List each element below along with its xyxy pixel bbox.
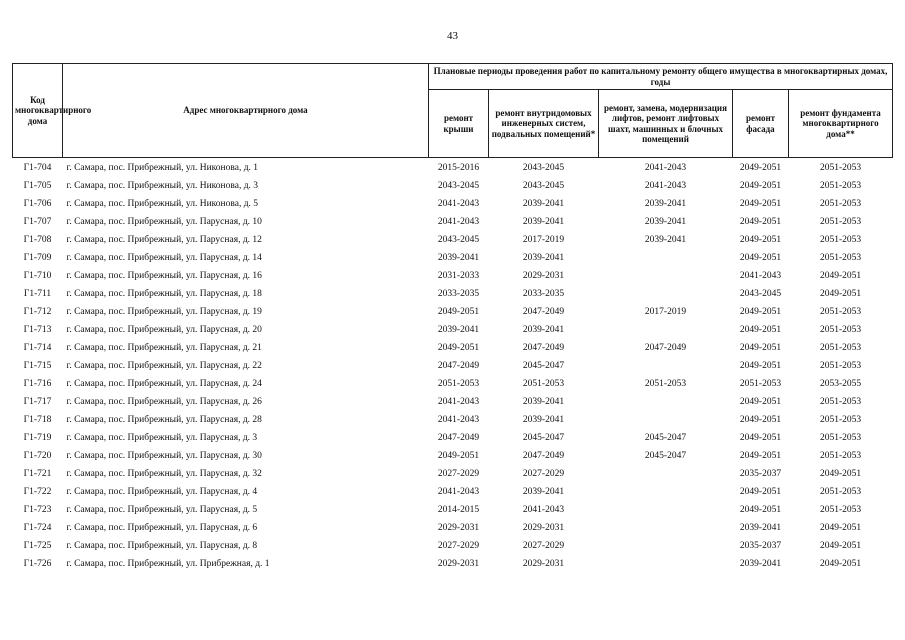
cell-facade: 2049-2051 <box>739 324 782 335</box>
cell-code: Г1-718 <box>23 414 52 425</box>
cell-elevators <box>599 519 733 537</box>
cell-roof: 2047-2049 <box>437 432 480 443</box>
cell-address: г. Самара, пос. Прибрежный, ул. Парусная, д. 26 <box>66 396 262 407</box>
table-row <box>13 213 893 231</box>
cell-foundation: 2049-2051 <box>819 270 862 281</box>
repair-schedule-table <box>12 63 893 573</box>
cell-address: г. Самара, пос. Прибрежный, ул. Парусная, д. 4 <box>66 486 258 497</box>
cell-roof: 2051-2053 <box>437 378 480 389</box>
table-row <box>13 195 893 213</box>
cell-code: Г1-713 <box>23 324 52 335</box>
table-row <box>13 177 893 195</box>
cell-roof: 2029-2031 <box>437 558 480 569</box>
header-roof: ремонт крыши <box>429 90 489 158</box>
cell-roof: 2014-2015 <box>437 504 480 515</box>
cell-foundation: 2051-2053 <box>819 360 862 371</box>
cell-elevators <box>599 483 733 501</box>
cell-code: Г1-704 <box>23 162 52 173</box>
header-engineering: ремонт внутридомовых инженерных систем, подвальных помещений* <box>489 90 599 158</box>
cell-elevators: 2051-2053 <box>644 378 687 389</box>
cell-roof: 2041-2043 <box>437 486 480 497</box>
cell-engineering: 2029-2031 <box>522 558 565 569</box>
cell-elevators <box>599 411 733 429</box>
cell-elevators: 2039-2041 <box>644 216 687 227</box>
cell-address: г. Самара, пос. Прибрежный, ул. Никонова, д. 3 <box>66 180 259 191</box>
cell-facade: 2049-2051 <box>739 414 782 425</box>
cell-elevators <box>599 357 733 375</box>
cell-code: Г1-705 <box>23 180 52 191</box>
cell-roof: 2039-2041 <box>437 324 480 335</box>
cell-elevators: 2041-2043 <box>644 162 687 173</box>
cell-facade: 2049-2051 <box>739 360 782 371</box>
cell-foundation: 2051-2053 <box>819 216 862 227</box>
cell-engineering: 2041-2043 <box>522 504 565 515</box>
cell-roof: 2015-2016 <box>437 162 480 173</box>
cell-elevators: 2039-2041 <box>644 234 687 245</box>
cell-engineering: 2047-2049 <box>522 306 565 317</box>
table-row <box>13 465 893 483</box>
cell-roof: 2033-2035 <box>437 288 480 299</box>
cell-facade: 2049-2051 <box>739 180 782 191</box>
cell-foundation: 2051-2053 <box>819 504 862 515</box>
cell-foundation: 2051-2053 <box>819 306 862 317</box>
cell-elevators: 2045-2047 <box>644 432 687 443</box>
cell-roof: 2043-2045 <box>437 234 480 245</box>
table-row <box>13 303 893 321</box>
cell-facade: 2049-2051 <box>739 216 782 227</box>
cell-code: Г1-712 <box>23 306 52 317</box>
cell-address: г. Самара, пос. Прибрежный, ул. Парусная, д. 8 <box>66 540 258 551</box>
cell-roof: 2039-2041 <box>437 252 480 263</box>
table-row <box>13 158 893 178</box>
cell-address: г. Самара, пос. Прибрежный, ул. Парусная, д. 3 <box>66 432 258 443</box>
cell-engineering: 2029-2031 <box>522 522 565 533</box>
cell-facade: 2049-2051 <box>739 504 782 515</box>
cell-address: г. Самара, пос. Прибрежный, ул. Парусная, д. 19 <box>66 306 262 317</box>
cell-elevators <box>599 249 733 267</box>
cell-code: Г1-725 <box>23 540 52 551</box>
table-row <box>13 357 893 375</box>
cell-foundation: 2051-2053 <box>819 324 862 335</box>
cell-engineering: 2043-2045 <box>522 180 565 191</box>
cell-foundation: 2051-2053 <box>819 486 862 497</box>
cell-address: г. Самара, пос. Прибрежный, ул. Парусная, д. 21 <box>66 342 262 353</box>
table-row <box>13 501 893 519</box>
cell-elevators <box>599 537 733 555</box>
cell-engineering: 2017-2019 <box>522 234 565 245</box>
cell-foundation: 2051-2053 <box>819 162 862 173</box>
cell-engineering: 2039-2041 <box>522 486 565 497</box>
cell-roof: 2041-2043 <box>437 396 480 407</box>
cell-code: Г1-707 <box>23 216 52 227</box>
cell-roof: 2041-2043 <box>437 414 480 425</box>
cell-code: Г1-723 <box>23 504 52 515</box>
cell-foundation: 2051-2053 <box>819 432 862 443</box>
cell-address: г. Самара, пос. Прибрежный, ул. Никонова, д. 5 <box>66 198 259 209</box>
cell-roof: 2029-2031 <box>437 522 480 533</box>
cell-engineering: 2033-2035 <box>522 288 565 299</box>
cell-facade: 2049-2051 <box>739 396 782 407</box>
cell-engineering: 2039-2041 <box>522 198 565 209</box>
table-row <box>13 519 893 537</box>
cell-foundation: 2051-2053 <box>819 234 862 245</box>
cell-facade: 2041-2043 <box>739 270 782 281</box>
cell-address: г. Самара, пос. Прибрежный, ул. Парусная, д. 6 <box>66 522 258 533</box>
table-row <box>13 429 893 447</box>
cell-engineering: 2039-2041 <box>522 324 565 335</box>
cell-engineering: 2047-2049 <box>522 342 565 353</box>
table-row <box>13 483 893 501</box>
table-row <box>13 267 893 285</box>
cell-facade: 2051-2053 <box>739 378 782 389</box>
cell-address: г. Самара, пос. Прибрежный, ул. Парусная, д. 24 <box>66 378 262 389</box>
cell-code: Г1-719 <box>23 432 52 443</box>
cell-facade: 2049-2051 <box>739 162 782 173</box>
cell-roof: 2041-2043 <box>437 216 480 227</box>
cell-foundation: 2051-2053 <box>819 342 862 353</box>
cell-elevators <box>599 321 733 339</box>
cell-roof: 2047-2049 <box>437 360 480 371</box>
cell-code: Г1-720 <box>23 450 52 461</box>
cell-facade: 2035-2037 <box>739 468 782 479</box>
cell-address: г. Самара, пос. Прибрежный, ул. Прибрежная, д. 1 <box>66 558 270 569</box>
cell-engineering: 2039-2041 <box>522 396 565 407</box>
cell-engineering: 2047-2049 <box>522 450 565 461</box>
cell-code: Г1-711 <box>23 288 52 299</box>
cell-address: г. Самара, пос. Прибрежный, ул. Парусная, д. 10 <box>66 216 262 227</box>
table-row <box>13 537 893 555</box>
cell-foundation: 2049-2051 <box>819 558 862 569</box>
cell-code: Г1-709 <box>23 252 52 263</box>
table-body <box>13 158 893 574</box>
cell-facade: 2035-2037 <box>739 540 782 551</box>
table-row <box>13 339 893 357</box>
cell-code: Г1-721 <box>23 468 52 479</box>
table-row <box>13 375 893 393</box>
cell-elevators: 2017-2019 <box>644 306 687 317</box>
cell-code: Г1-722 <box>23 486 52 497</box>
cell-foundation: 2053-2055 <box>819 378 862 389</box>
cell-engineering: 2045-2047 <box>522 360 565 371</box>
header-code: Код многоквартирного дома <box>13 64 63 158</box>
cell-engineering: 2029-2031 <box>522 270 565 281</box>
cell-foundation: 2051-2053 <box>819 198 862 209</box>
cell-address: г. Самара, пос. Прибрежный, ул. Парусная, д. 16 <box>66 270 262 281</box>
cell-code: Г1-710 <box>23 270 52 281</box>
cell-engineering: 2045-2047 <box>522 432 565 443</box>
cell-address: г. Самара, пос. Прибрежный, ул. Парусная, д. 30 <box>66 450 262 461</box>
cell-engineering: 2027-2029 <box>522 468 565 479</box>
cell-code: Г1-717 <box>23 396 52 407</box>
header-facade: ремонт фасада <box>733 90 789 158</box>
cell-roof: 2049-2051 <box>437 306 480 317</box>
cell-engineering: 2039-2041 <box>522 414 565 425</box>
table-row <box>13 285 893 303</box>
cell-address: г. Самара, пос. Прибрежный, ул. Парусная, д. 32 <box>66 468 262 479</box>
cell-code: Г1-708 <box>23 234 52 245</box>
cell-facade: 2043-2045 <box>739 288 782 299</box>
cell-foundation: 2051-2053 <box>819 414 862 425</box>
cell-elevators <box>599 267 733 285</box>
cell-foundation: 2051-2053 <box>819 450 862 461</box>
table-row <box>13 411 893 429</box>
cell-foundation: 2049-2051 <box>819 288 862 299</box>
cell-facade: 2039-2041 <box>739 522 782 533</box>
page-number: 43 <box>447 30 458 42</box>
table-row <box>13 393 893 411</box>
cell-address: г. Самара, пос. Прибрежный, ул. Парусная, д. 20 <box>66 324 262 335</box>
cell-foundation: 2049-2051 <box>819 522 862 533</box>
table-row <box>13 231 893 249</box>
cell-code: Г1-715 <box>23 360 52 371</box>
cell-code: Г1-724 <box>23 522 52 533</box>
cell-foundation: 2049-2051 <box>819 468 862 479</box>
cell-roof: 2031-2033 <box>437 270 480 281</box>
cell-facade: 2049-2051 <box>739 252 782 263</box>
table-row <box>13 555 893 573</box>
cell-facade: 2049-2051 <box>739 450 782 461</box>
header-address: Адрес многоквартирного дома <box>63 64 429 158</box>
cell-foundation: 2051-2053 <box>819 252 862 263</box>
cell-elevators <box>599 555 733 573</box>
cell-foundation: 2049-2051 <box>819 540 862 551</box>
cell-elevators <box>599 393 733 411</box>
cell-elevators: 2045-2047 <box>644 450 687 461</box>
cell-address: г. Самара, пос. Прибрежный, ул. Парусная, д. 12 <box>66 234 262 245</box>
cell-foundation: 2051-2053 <box>819 396 862 407</box>
table-row <box>13 321 893 339</box>
cell-roof: 2027-2029 <box>437 540 480 551</box>
header-elevators: ремонт, замена, модернизация лифтов, ремонт лифтовых шахт, машинных и блочных помещений <box>599 90 733 158</box>
cell-engineering: 2039-2041 <box>522 252 565 263</box>
cell-elevators <box>599 501 733 519</box>
cell-address: г. Самара, пос. Прибрежный, ул. Парусная, д. 14 <box>66 252 262 263</box>
cell-elevators: 2041-2043 <box>644 180 687 191</box>
header-foundation: ремонт фундамента многоквартирного дома** <box>789 90 893 158</box>
table-row <box>13 249 893 267</box>
cell-roof: 2041-2043 <box>437 198 480 209</box>
cell-elevators: 2039-2041 <box>644 198 687 209</box>
cell-code: Г1-706 <box>23 198 52 209</box>
cell-address: г. Самара, пос. Прибрежный, ул. Парусная, д. 5 <box>66 504 258 515</box>
cell-facade: 2049-2051 <box>739 486 782 497</box>
cell-engineering: 2043-2045 <box>522 162 565 173</box>
cell-elevators <box>599 465 733 483</box>
cell-foundation: 2051-2053 <box>819 180 862 191</box>
cell-elevators: 2047-2049 <box>644 342 687 353</box>
cell-elevators <box>599 285 733 303</box>
table-row <box>13 447 893 465</box>
cell-engineering: 2027-2029 <box>522 540 565 551</box>
cell-roof: 2049-2051 <box>437 342 480 353</box>
cell-code: Г1-714 <box>23 342 52 353</box>
header-periods-group: Плановые периоды проведения работ по капитальному ремонту общего имущества в многоквартирных домах, годы <box>429 64 893 90</box>
cell-address: г. Самара, пос. Прибрежный, ул. Парусная, д. 28 <box>66 414 262 425</box>
cell-facade: 2049-2051 <box>739 432 782 443</box>
cell-roof: 2027-2029 <box>437 468 480 479</box>
cell-facade: 2049-2051 <box>739 198 782 209</box>
cell-facade: 2049-2051 <box>739 306 782 317</box>
cell-roof: 2043-2045 <box>437 180 480 191</box>
cell-code: Г1-716 <box>23 378 52 389</box>
cell-engineering: 2039-2041 <box>522 216 565 227</box>
cell-facade: 2039-2041 <box>739 558 782 569</box>
cell-facade: 2049-2051 <box>739 342 782 353</box>
cell-address: г. Самара, пос. Прибрежный, ул. Никонова, д. 1 <box>66 162 259 173</box>
cell-address: г. Самара, пос. Прибрежный, ул. Парусная, д. 18 <box>66 288 262 299</box>
cell-facade: 2049-2051 <box>739 234 782 245</box>
cell-code: Г1-726 <box>23 558 52 569</box>
cell-roof: 2049-2051 <box>437 450 480 461</box>
cell-address: г. Самара, пос. Прибрежный, ул. Парусная, д. 22 <box>66 360 262 371</box>
cell-engineering: 2051-2053 <box>522 378 565 389</box>
